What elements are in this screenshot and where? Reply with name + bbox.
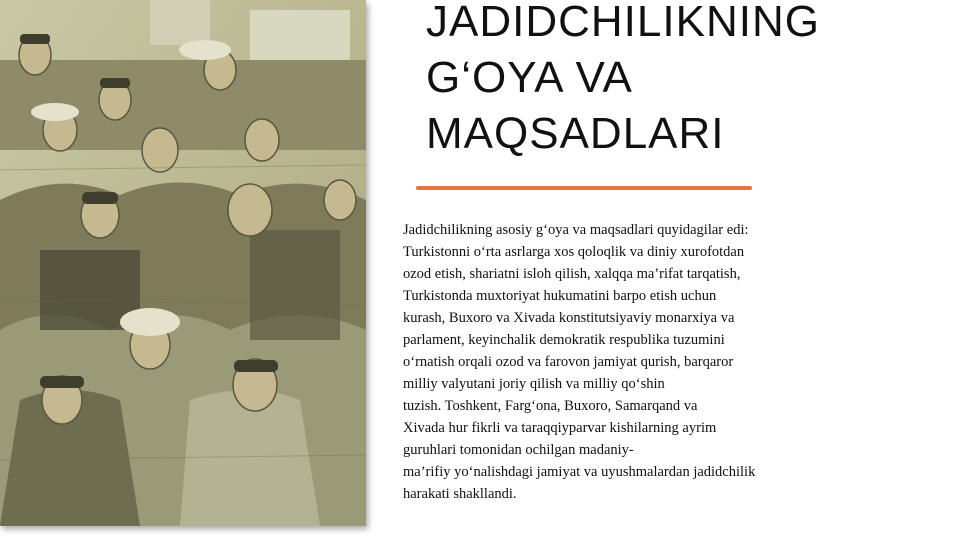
- body-line-7: o‘rnatish orqali ozod va farovon jamiyat qurish, barqaror: [403, 354, 734, 370]
- body-line-13: harakati shakllandi.: [403, 486, 517, 502]
- title-line-1: JADIDCHILIKNING: [426, 0, 820, 46]
- body-line-11: guruhlari tomonidan ochilgan madaniy-: [403, 442, 634, 458]
- title-underline-rule: [416, 186, 752, 190]
- body-line-4: Turkistonda muxtoriyat hukumatini barpo etish uchun: [403, 288, 717, 304]
- slide-title: [426, 0, 946, 162]
- photo-frame-shadow: [0, 0, 366, 526]
- body-line-5: kurash, Buxoro va Xivada konstitutsiyaviy monarxiya va: [403, 310, 735, 326]
- title-line-2: G‘OYA VA: [426, 53, 633, 102]
- title-line-3: MAQSADLARI: [426, 109, 725, 158]
- body-line-9: tuzish. Toshkent, Farg‘ona, Buxoro, Samarqand va: [403, 398, 698, 414]
- body-line-12: ma’rifiy yo‘nalishdagi jamiyat va uyushmalardan jadidchilik: [403, 464, 756, 480]
- body-line-3: ozod etish, shariatni isloh qilish, xalqqa ma’rifat tarqatish,: [403, 266, 741, 282]
- body-line-10: Xivada hur fikrli va taraqqiyparvar kishilarning ayrim: [403, 420, 717, 436]
- slide-body-text: [403, 219, 853, 505]
- body-line-6: parlament, keyinchalik demokratik respublika tuzumini: [403, 332, 725, 348]
- body-line-1: Jadidchilikning asosiy g‘oya va maqsadlari quyidagilar edi:: [403, 222, 749, 238]
- body-line-8: milliy valyutani joriy qilish va milliy qo‘shin: [403, 376, 665, 392]
- body-line-2: Turkistonni o‘rta asrlarga xos qoloqlik va diniy xurofotdan: [403, 244, 745, 260]
